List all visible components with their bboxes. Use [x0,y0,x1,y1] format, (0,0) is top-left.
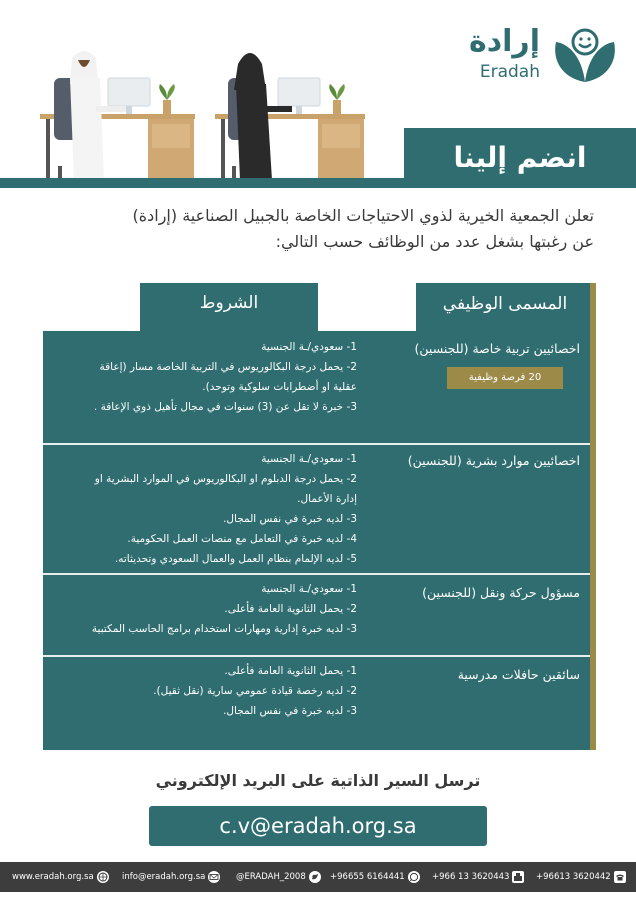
job-title: مسؤول حركة ونقل (للجنسين) [422,585,580,600]
twitter-text: @ERADAH_2008 [236,872,306,882]
condition-item: 1- سعودي/ـة الجنسية [261,453,357,465]
condition-item: عقلية او أضطرابات سلوكية وتوحد). [202,381,357,393]
table-row [43,657,590,750]
condition-item: 1- سعودي/ـة الجنسية [261,341,357,353]
logo-leaves-icon [550,20,620,90]
conditions-list [47,449,357,569]
openings-badge: 20 فرصة وظيفية [447,367,563,389]
condition-item: 1- سعودي/ـة الجنسية [261,583,357,595]
join-us-heading: انضم إلينا [404,128,636,188]
globe-icon [97,871,109,883]
cv-email-link[interactable]: c.v@eradah.org.sa [149,806,487,846]
footer-phone[interactable] [536,862,626,892]
website-text: www.eradah.org.sa [12,872,94,882]
fax-icon [512,871,524,883]
phone2-text: +96613 3620442 [536,872,611,882]
whatsapp-icon [408,871,420,883]
mobile-text: +96655 6164441 [330,872,405,882]
logo-english-text: Eradah [479,62,540,82]
condition-item: 3- لديه خبرة في نفس المجال. [223,513,357,525]
conditions-list [47,661,357,721]
eradah-logo [410,20,620,90]
intro-line-1: تعلن الجمعية الخيرية لذوي الاحتياجات الخاصة بالجبيل الصناعية (إرادة) [132,206,594,225]
email-text: info@eradah.org.sa [122,872,206,882]
table-row [43,445,590,573]
intro-text [34,203,594,255]
condition-item: 2- لديه رخصة قيادة عمومي سارية (نقل ثقيل). [153,685,357,697]
footer-mobile[interactable] [330,862,420,892]
jobs-table [43,331,590,750]
condition-item: 3- خبرة لا تقل عن (3) سنوات في مجال تأهيل ذوي الإعاقة . [93,401,357,413]
footer-website[interactable] [12,862,109,892]
mail-icon [208,871,220,883]
job-title: اخصائيين موارد بشرية (للجنسين) [407,453,580,468]
condition-item: 2- يحمل الثانوية العامة فأعلى. [224,603,357,615]
gold-accent-bar [590,283,596,750]
conditions-list [47,579,357,639]
job-title: اخصائيين تربية خاصة (للجنسين) [414,341,580,356]
footer-fax[interactable] [432,862,524,892]
conditions-header: الشروط [140,283,318,331]
table-row [43,331,590,443]
job-title-header: المسمى الوظيفي [416,283,594,331]
condition-item: 2- يحمل درجة البكالوريوس في التربية الخاصة مسار (إعاقة [99,361,357,373]
conditions-list [47,337,357,417]
contact-footer [0,862,636,892]
office-workers-illustration [0,40,380,190]
table-row [43,575,590,655]
condition-item: 4- لديه خبرة في التعامل مع منصات العمل الحكومية. [127,533,357,545]
footer-email[interactable] [122,862,220,892]
logo-arabic-text: إرادة [469,24,540,59]
condition-item: 5- لديه الإلمام بنظام العمل والعمال السعودي وتحديثاته. [114,553,357,565]
telephone-icon [614,871,626,883]
condition-item: 1- يحمل الثانوية العامة فأعلى. [224,665,357,677]
job-title: سائقين حافلات مدرسية [457,667,580,682]
phone1-text: +966 13 3620443 [432,872,510,882]
condition-item: 3- لديه خبرة إدارية ومهارات استخدام برامج الحاسب المكتبية [91,623,357,635]
condition-item: إدارة الأعمال. [297,493,357,505]
send-cv-heading: ترسل السير الذاتية على البريد الإلكتروني [155,771,481,790]
condition-item: 3- لديه خبرة في نفس المجال. [223,705,357,717]
intro-line-2: عن رغبتها بشغل عدد من الوظائف حسب التالي: [275,232,594,251]
condition-item: 2- يحمل درجة الدبلوم او البكالوريوس في الموارد البشرية او [94,473,357,485]
footer-twitter[interactable] [236,862,321,892]
twitter-icon [309,871,321,883]
